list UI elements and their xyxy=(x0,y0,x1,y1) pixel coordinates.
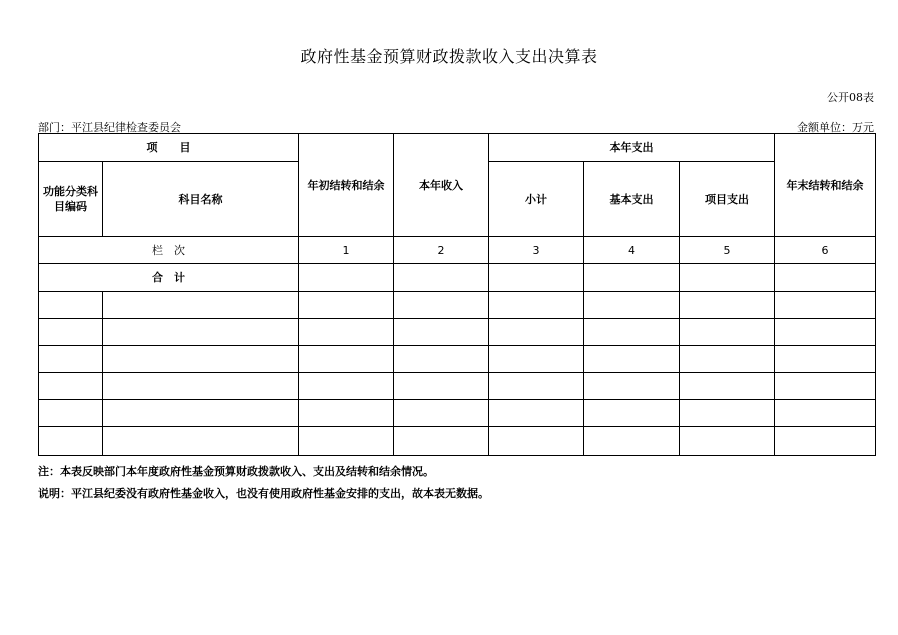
column-index-2: 2 xyxy=(394,237,489,264)
table-cell xyxy=(775,264,876,292)
table-cell xyxy=(103,373,299,400)
table-row xyxy=(39,319,876,346)
unit-label: 金额单位：万元 xyxy=(797,121,874,134)
table-cell xyxy=(299,264,394,292)
table-cell xyxy=(394,346,489,373)
column-index-label: 栏 次 xyxy=(39,237,299,264)
table-cell xyxy=(489,292,584,319)
table-cell xyxy=(584,427,680,456)
table-cell xyxy=(394,427,489,456)
column-index-1: 1 xyxy=(299,237,394,264)
table-cell xyxy=(680,427,775,456)
table-cell xyxy=(489,319,584,346)
table-row xyxy=(39,292,876,319)
table-cell xyxy=(489,373,584,400)
table-cell xyxy=(394,292,489,319)
budget-table xyxy=(38,133,876,456)
table-cell xyxy=(394,400,489,427)
table-cell xyxy=(394,319,489,346)
table-cell xyxy=(680,292,775,319)
table-cell xyxy=(775,427,876,456)
table-cell xyxy=(394,373,489,400)
table-cell xyxy=(584,264,680,292)
total-row xyxy=(39,264,876,292)
table-cell xyxy=(584,373,680,400)
table-cell xyxy=(680,346,775,373)
column-index-4: 4 xyxy=(584,237,680,264)
header-income: 本年收入 xyxy=(394,134,489,237)
page-title: 政府性基金预算财政拨款收入支出决算表 xyxy=(300,47,598,66)
header-closing-balance: 年末结转和结余 xyxy=(775,134,876,237)
table-cell xyxy=(39,400,103,427)
table-cell xyxy=(39,319,103,346)
table-cell xyxy=(299,319,394,346)
table-cell xyxy=(775,346,876,373)
table-cell xyxy=(584,319,680,346)
column-index-3: 3 xyxy=(489,237,584,264)
header-subtotal: 小计 xyxy=(489,162,584,237)
table-cell xyxy=(103,319,299,346)
table-cell xyxy=(489,400,584,427)
table-cell xyxy=(489,264,584,292)
table-cell xyxy=(775,319,876,346)
table-cell xyxy=(39,292,103,319)
header-expenditure: 本年支出 xyxy=(489,134,775,162)
table-cell xyxy=(584,292,680,319)
header-basic-expenditure: 基本支出 xyxy=(584,162,680,237)
header-project-expenditure: 项目支出 xyxy=(680,162,775,237)
table-cell xyxy=(584,400,680,427)
table-cell xyxy=(680,373,775,400)
table-cell xyxy=(299,292,394,319)
table-explanation: 说明：平江县纪委没有政府性基金收入，也没有使用政府性基金安排的支出，故本表无数据。 xyxy=(38,487,489,500)
table-cell xyxy=(103,400,299,427)
department-label: 部门：平江县纪律检查委员会 xyxy=(38,121,181,134)
table-cell xyxy=(584,346,680,373)
table-cell xyxy=(39,346,103,373)
table-cell xyxy=(489,346,584,373)
table-row xyxy=(39,400,876,427)
total-label: 合 计 xyxy=(39,264,299,292)
header-opening-balance: 年初结转和结余 xyxy=(299,134,394,237)
table-cell xyxy=(775,292,876,319)
table-cell xyxy=(680,264,775,292)
table-cell xyxy=(299,346,394,373)
table-cell xyxy=(680,400,775,427)
table-cell xyxy=(39,373,103,400)
header-item: 项 目 xyxy=(39,134,299,162)
table-cell xyxy=(103,292,299,319)
table-note: 注：本表反映部门本年度政府性基金预算财政拨款收入、支出及结转和结余情况。 xyxy=(38,465,434,478)
header-item-name: 科目名称 xyxy=(103,162,299,237)
table-cell xyxy=(489,427,584,456)
table-cell xyxy=(680,319,775,346)
table-cell xyxy=(299,373,394,400)
table-cell xyxy=(775,400,876,427)
column-index-row xyxy=(39,237,876,264)
table-cell xyxy=(299,400,394,427)
table-cell xyxy=(103,346,299,373)
header-function-code: 功能分类科目编码 xyxy=(39,162,103,237)
table-cell xyxy=(775,373,876,400)
table-row xyxy=(39,427,876,456)
column-index-6: 6 xyxy=(775,237,876,264)
table-row xyxy=(39,346,876,373)
table-cell xyxy=(103,427,299,456)
form-number: 公开08表 xyxy=(827,91,874,104)
table-cell xyxy=(39,427,103,456)
table-cell xyxy=(394,264,489,292)
table-row xyxy=(39,373,876,400)
table-cell xyxy=(299,427,394,456)
column-index-5: 5 xyxy=(680,237,775,264)
